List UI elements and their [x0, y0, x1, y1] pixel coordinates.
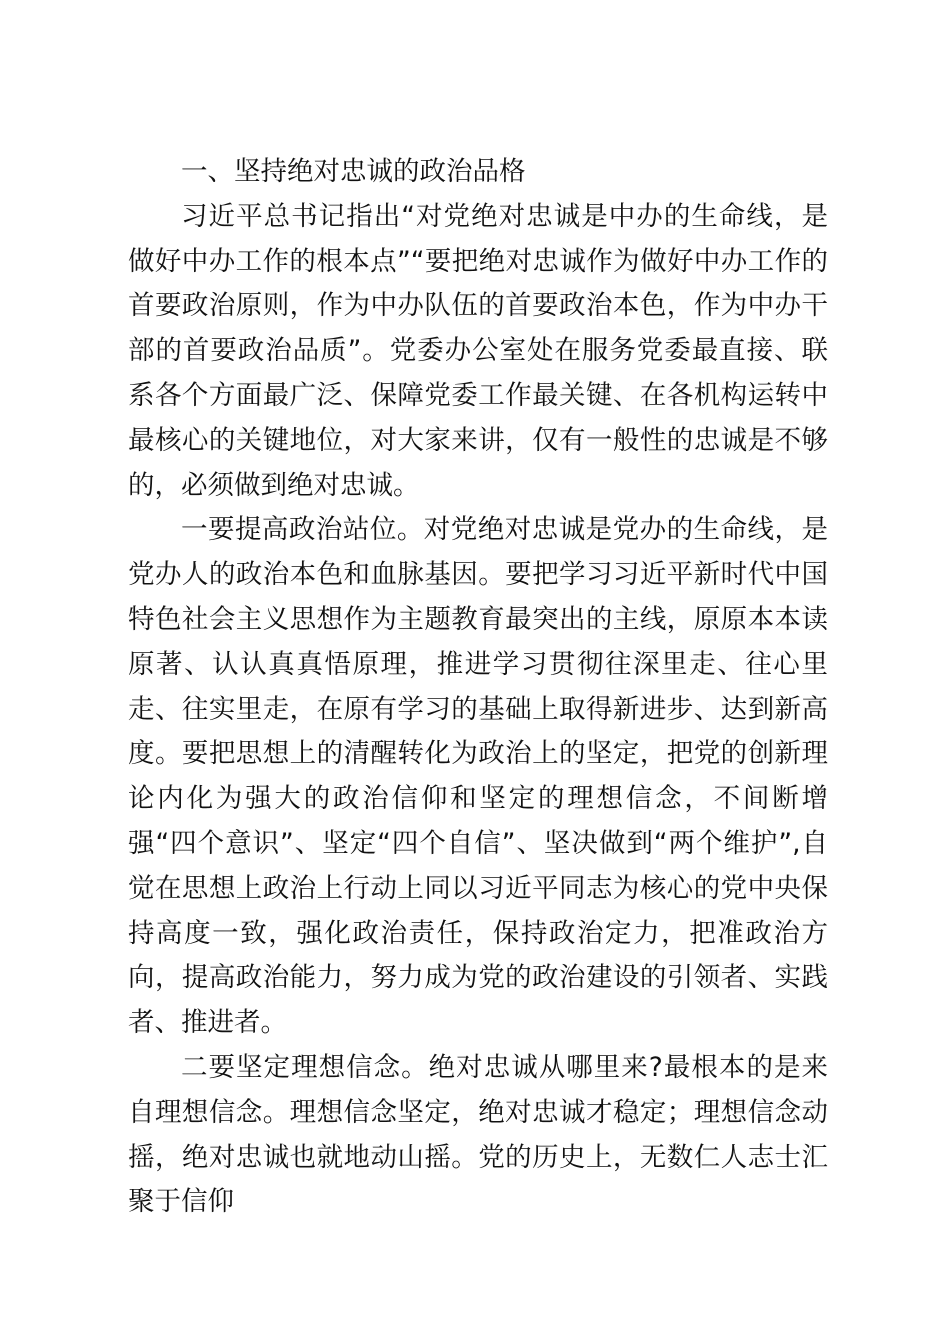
paragraph-intro: 习近平总书记指出“对党绝对忠诚是中办的生命线，是做好中办工作的根本点”“要把绝对忠诚作为做好中办工作的首要政治原则，作为中办队伍的首要政治本色，作为中办干部的首要政治品质”。党委办公室处在服务党委最直接、联系各个方面最广泛、保障党委工作最关键、在各机构运转中最核心的关键地位，对大家来讲，仅有一般性的忠诚是不够的，必须做到绝对忠诚。 — [128, 200, 828, 501]
paragraph-ideals-beliefs: 二要坚定理想信念。绝对忠诚从哪里来?最根本的是来自理想信念。理想信念坚定，绝对忠诚才稳定；理想信念动摇，绝对忠诚也就地动山摇。党的历史上，无数仁人志士汇聚于信仰 — [128, 1051, 828, 1218]
document-body — [128, 150, 828, 1225]
paragraph-political-stance: 一要提高政治站位。对党绝对忠诚是党办的生命线，是党办人的政治本色和血脉基因。要把学习习近平新时代中国特色社会主义思想作为主题教育最突出的主线，原原本本读原著、认认真真悟原理，推进学习贯彻往深里走、往心里走、往实里走，在原有学习的基础上取得新进步、达到新高度。要把思想上的清醒转化为政治上的坚定，把党的创新理论内化为强大的政治信仰和坚定的理想信念，不间断增强“四个意识”、坚定“四个自信”、坚决做到“两个维护”,自觉在思想上政治上行动上同以习近平同志为核心的党中央保持高度一致，强化政治责任，保持政治定力，把准政治方向，提高政治能力，努力成为党的政治建设的引领者、实践者、推进者。 — [128, 514, 828, 1039]
section-heading: 一、坚持绝对忠诚的政治品格 — [181, 156, 526, 187]
